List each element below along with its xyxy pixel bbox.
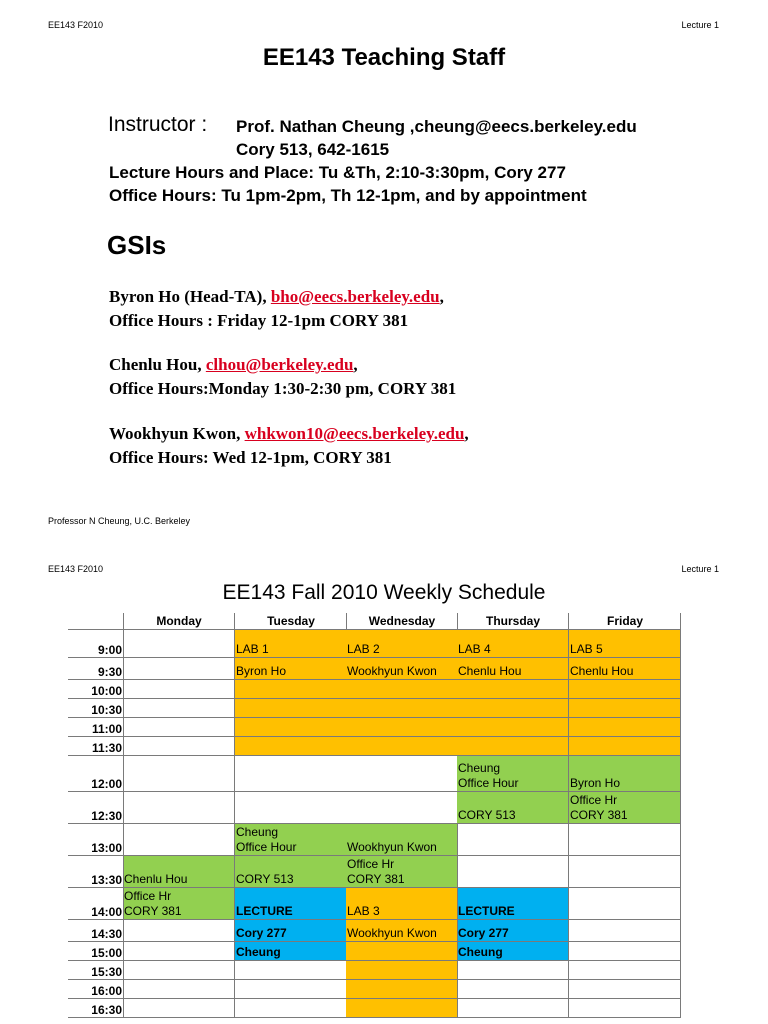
grid-line: [234, 613, 235, 630]
grid-line: [68, 629, 681, 630]
page2-header-left: EE143 F2010: [48, 564, 104, 574]
schedule-cell: [123, 718, 235, 737]
grid-line: [568, 613, 569, 630]
page1-header-right: Lecture 1: [681, 20, 719, 30]
schedule-cell: [569, 888, 681, 920]
event-text: CORY 513: [236, 872, 294, 886]
gsis-title: GSIs: [107, 230, 167, 260]
instructor-label: Instructor :: [108, 113, 208, 136]
schedule-event-cell: [457, 680, 569, 699]
event-text: LAB 3: [347, 904, 380, 918]
time-label: 12:30: [91, 809, 122, 823]
schedule-event-cell: [346, 888, 458, 920]
grid-line: [68, 791, 123, 792]
schedule-event-cell: [569, 680, 681, 699]
schedule-event-cell: [346, 920, 458, 942]
gsi-hours: Office Hours: Wed 12-1pm, CORY 381: [109, 448, 392, 467]
day-header: Tuesday: [267, 614, 315, 628]
event-text: CORY 381: [124, 904, 182, 918]
schedule-event-cell: [457, 630, 569, 658]
schedule-cell: [123, 824, 235, 856]
schedule-event-cell: [569, 718, 681, 737]
schedule-title: EE143 Fall 2010 Weekly Schedule: [222, 581, 546, 604]
event-text: CORY 381: [570, 808, 628, 822]
schedule-event-cell: [457, 699, 569, 718]
schedule-cell: [235, 756, 347, 792]
time-label: 16:00: [91, 984, 122, 998]
time-label: 16:30: [91, 1003, 122, 1017]
gsi-suffix: ,: [353, 355, 358, 374]
schedule-event-cell: [235, 888, 347, 920]
gsi-suffix: ,: [439, 287, 444, 306]
schedule-event-cell: [235, 856, 347, 888]
schedule-event-cell: [346, 658, 458, 680]
event-text: Office Hour: [236, 840, 297, 854]
grid-line: [346, 613, 347, 630]
event-text: Cheung: [458, 761, 501, 775]
grid-line: [68, 979, 123, 980]
schedule-event-cell: [457, 888, 569, 920]
schedule-event-cell: [457, 658, 569, 680]
day-header: Wednesday: [368, 614, 436, 628]
schedule-cell: [123, 942, 235, 961]
gsi-name: Chenlu Hou,: [109, 355, 206, 374]
gsi-email-link[interactable]: whkwon10@eecs.berkeley.edu: [244, 424, 465, 443]
instructor-line2: Cory 513, 642-1615: [236, 140, 390, 159]
schedule-event-cell: [346, 737, 458, 756]
time-label: 14:30: [91, 927, 122, 941]
time-label: 12:00: [91, 777, 122, 791]
gsi-hours: Office Hours:Monday 1:30-2:30 pm, CORY 381: [109, 379, 457, 398]
grid-line: [680, 613, 681, 630]
event-text: Office Hr: [570, 793, 618, 807]
schedule-event-cell: [235, 920, 347, 942]
schedule-event-cell: [346, 680, 458, 699]
event-text: LECTURE: [458, 904, 515, 918]
grid-line: [68, 855, 123, 856]
schedule-event-cell: [457, 737, 569, 756]
schedule-event-cell: [569, 699, 681, 718]
grid-line: [68, 657, 123, 658]
time-label: 15:00: [91, 946, 122, 960]
event-text: LECTURE: [236, 904, 293, 918]
schedule-cell: [123, 630, 235, 658]
gsi-suffix: ,: [464, 424, 469, 443]
gsi-entry: [109, 424, 469, 444]
event-text: Cheung: [236, 825, 279, 839]
grid-line: [123, 613, 124, 1018]
page1-title: EE143 Teaching Staff: [262, 44, 506, 71]
event-text: Chenlu Hou: [570, 664, 634, 678]
schedule-cell: [235, 792, 347, 824]
schedule-cell: [569, 942, 681, 961]
grid-line: [68, 679, 123, 680]
schedule-cell: [123, 980, 235, 999]
schedule-cell: [123, 999, 235, 1018]
grid-line: [457, 613, 458, 630]
schedule-event-cell: [346, 856, 458, 888]
gsi-email-link[interactable]: clhou@berkeley.edu: [205, 355, 354, 374]
event-text: Chenlu Hou: [124, 872, 188, 886]
time-label: 11:30: [91, 741, 122, 755]
event-text: Wookhyun Kwon: [347, 664, 437, 678]
schedule-event-cell: [235, 680, 347, 699]
event-text: Wookhyun Kwon: [347, 926, 437, 940]
time-label: 14:00: [91, 905, 122, 919]
time-label: 13:00: [91, 841, 122, 855]
grid-line: [68, 941, 123, 942]
schedule-cell: [569, 824, 681, 856]
schedule-event-cell: [457, 756, 569, 792]
grid-line: [68, 998, 123, 999]
event-text: CORY 513: [458, 808, 516, 822]
grid-line: [68, 698, 123, 699]
schedule-event-cell: [235, 824, 347, 856]
schedule-cell: [569, 961, 681, 980]
gsi-email-link[interactable]: bho@eecs.berkeley.edu: [270, 287, 440, 306]
time-label: 9:30: [97, 665, 122, 679]
gsi-name: Byron Ho (Head-TA),: [109, 287, 271, 306]
schedule-event-cell: [569, 756, 681, 792]
schedule-event-cell: [457, 942, 569, 961]
event-text: CORY 381: [347, 872, 405, 886]
schedule-event-cell: [235, 699, 347, 718]
day-header: Thursday: [485, 614, 540, 628]
schedule-cell: [123, 737, 235, 756]
schedule-event-cell: [569, 737, 681, 756]
event-text: LAB 2: [347, 642, 380, 656]
event-text: Chenlu Hou: [458, 664, 522, 678]
schedule-event-cell: [235, 737, 347, 756]
time-label: 9:00: [97, 643, 122, 657]
event-text: Cory 277: [458, 926, 509, 940]
gsi-name: Wookhyun Kwon,: [109, 424, 245, 443]
schedule-cell: [123, 961, 235, 980]
event-text: Cheung: [236, 945, 281, 959]
event-text: Office Hr: [124, 889, 172, 903]
grid-line: [68, 1017, 123, 1018]
schedule-cell: [346, 756, 458, 792]
event-text: LAB 4: [458, 642, 491, 656]
schedule-event-cell: [346, 961, 458, 980]
grid-line: [68, 717, 123, 718]
schedule-cell: [123, 920, 235, 942]
page1-footer: Professor N Cheung, U.C. Berkeley: [48, 516, 191, 526]
office-hours: Office Hours: Tu 1pm-2pm, Th 12-1pm, and by appointment: [109, 186, 587, 205]
schedule-event-cell: [346, 630, 458, 658]
schedule-event-cell: [235, 718, 347, 737]
schedule-event-cell: [457, 920, 569, 942]
time-label: 10:30: [91, 703, 122, 717]
grid-line: [68, 823, 123, 824]
schedule-event-cell: [123, 888, 235, 920]
schedule-event-cell: [346, 942, 458, 961]
schedule-event-cell: [235, 630, 347, 658]
event-text: Byron Ho: [236, 664, 287, 678]
schedule-event-cell: [123, 856, 235, 888]
event-text: LAB 5: [570, 642, 603, 656]
day-header: Monday: [156, 614, 202, 628]
schedule-cell: [569, 999, 681, 1018]
schedule-event-cell: [346, 699, 458, 718]
event-text: Cory 277: [236, 926, 287, 940]
time-label: 13:30: [91, 873, 122, 887]
schedule-cell: [457, 961, 569, 980]
schedule-event-cell: [235, 658, 347, 680]
schedule-cell: [123, 756, 235, 792]
schedule-cell: [457, 856, 569, 888]
time-label: 10:00: [91, 684, 122, 698]
grid-line: [68, 887, 123, 888]
grid-line: [68, 960, 123, 961]
event-text: LAB 1: [236, 642, 269, 656]
schedule-cell: [569, 856, 681, 888]
schedule-cell: [123, 680, 235, 699]
schedule-cell: [569, 980, 681, 999]
schedule-cell: [457, 824, 569, 856]
schedule-event-cell: [457, 718, 569, 737]
schedule-event-cell: [569, 792, 681, 824]
schedule-cell: [123, 658, 235, 680]
event-text: Cheung: [458, 945, 503, 959]
schedule-event-cell: [346, 824, 458, 856]
grid-line: [68, 919, 123, 920]
schedule-event-cell: [346, 980, 458, 999]
page2-header-right: Lecture 1: [681, 564, 719, 574]
gsi-entry: [109, 355, 358, 375]
schedule-cell: [235, 980, 347, 999]
schedule-event-cell: [235, 942, 347, 961]
schedule-event-cell: [457, 792, 569, 824]
schedule-cell: [457, 980, 569, 999]
time-label: 11:00: [91, 722, 122, 736]
schedule-cell: [569, 920, 681, 942]
event-text: Byron Ho: [570, 776, 621, 790]
event-text: Office Hour: [458, 776, 519, 790]
event-text: Office Hr: [347, 857, 395, 871]
grid-line: [68, 755, 123, 756]
schedule-cell: [235, 961, 347, 980]
schedule-event-cell: [569, 630, 681, 658]
instructor-line1: Prof. Nathan Cheung ,cheung@eecs.berkeley.edu: [236, 117, 637, 136]
event-text: Wookhyun Kwon: [347, 840, 437, 854]
day-header: Friday: [606, 614, 643, 628]
time-label: 15:30: [91, 965, 122, 979]
lecture-hours: Lecture Hours and Place: Tu &Th, 2:10-3:30pm, Cory 277: [109, 163, 566, 182]
schedule-cell: [457, 999, 569, 1018]
schedule-cell: [123, 699, 235, 718]
page1-header-left: EE143 F2010: [48, 20, 104, 30]
schedule-event-cell: [569, 658, 681, 680]
grid-line: [68, 736, 123, 737]
schedule-cell: [235, 999, 347, 1018]
schedule-event-cell: [346, 718, 458, 737]
schedule-cell: [346, 792, 458, 824]
gsi-hours: Office Hours : Friday 12-1pm CORY 381: [109, 311, 409, 330]
gsi-entry: [109, 287, 444, 307]
schedule-event-cell: [346, 999, 458, 1018]
schedule-cell: [123, 792, 235, 824]
